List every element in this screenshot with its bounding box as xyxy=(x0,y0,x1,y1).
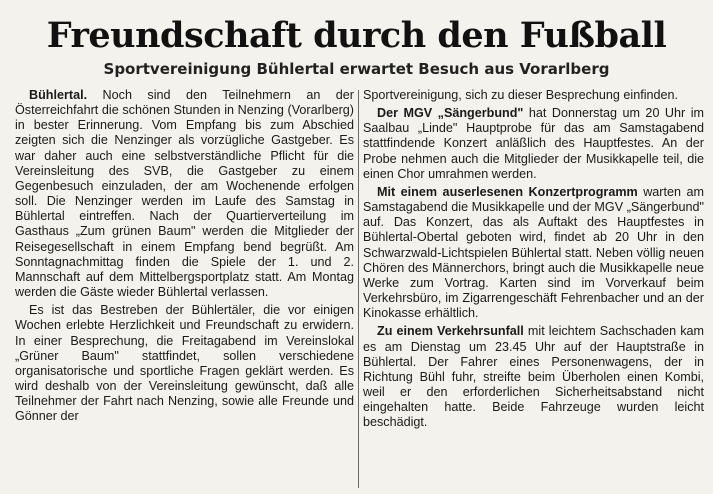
paragraph-lead: Mit einem auserlesenen Konzertprogramm xyxy=(377,184,638,199)
paragraph-meeting xyxy=(15,303,354,424)
paragraph-text: hat Donnerstag um 20 Uhr im Saalbau „Linde" Hauptprobe für das am Samstagabend stattfindende Konzert anläßlich des Hauptfestes. An der Probe nehmen auch die Mitglieder der Musikkapelle teil, die einen Chor umrahmen werden. xyxy=(363,106,704,181)
left-column xyxy=(15,88,354,424)
dateline: Bühlertal. xyxy=(29,88,88,102)
paragraph-text: warten am Samstagabend die Musikkapelle und der MGV „Sängerbund" auf. Das Konzert, das als Auftakt des Hauptfestes in Bühlertal-Obertal geboten wird, findet ab 20 Uhr in den Schwarzwald-Lichtspielen Bühlertal statt. Neben völlig neuen Chören des Männerchors, bringt auch die Musikkapelle neue Werke zum Vortrag. Karten sind im Vorverkauf beim Verkehrsbüro, im Zigarrengeschäft Fehrenbacher und an der Kinokasse erhältlich. xyxy=(363,184,704,321)
paragraph-lead: Zu einem Verkehrsunfall xyxy=(377,324,524,339)
paragraph-lead: Der MGV „Sängerbund" xyxy=(377,106,524,121)
subheadline: Sportvereinigung Bühlertal erwartet Besuch aus Vorarlberg xyxy=(103,60,610,78)
paragraph-concert xyxy=(363,185,704,321)
paragraph-choir-rehearsal xyxy=(363,106,704,182)
paragraph-text: mit leichtem Sachschaden kam es am Dienstag um 23.45 Uhr auf der Hauptstraße in Bühlertal. Der Fahrer eines Personenwagens, der in Richtung Bühl fuhr, streifte beim Überholen einen Kombi, weil er den erforderlichen Sicherheitsabstand nicht eingehalten hatte. Beide Fahrzeuge wurden leicht beschädigt. xyxy=(363,324,705,430)
paragraph-nenzing-visit xyxy=(15,88,354,300)
paragraph-traffic-accident xyxy=(363,324,704,430)
headline: Freundschaft durch den Fußball xyxy=(46,15,667,56)
right-column xyxy=(363,88,704,430)
paragraph-text: Noch sind den Teilnehmern an der Österreichfahrt die schönen Stunden in Nenzing (Vorarlberg) in bester Erinnerung. Vom Empfang bis zum Abschied zeigten sich die Nenzinger als vorzügliche Gastgeber. Es war daher auch eine selbstverständliche Pflicht für die Vereinsleitung des SVB, die Gastgeber zu einem Gegenbesuch einzuladen, der am Wochenende erfolgen soll. Die Nenzinger werden im Laufe des Samstag in Bühlertal eintreffen. Nach der Quartierverteilung im Gasthaus „Zum grünen Baum" werden die Mitglieder der Reisegesellschaft in einem Empfang bend begrüßt. Am Sonntagnachmittag finden die Spiele der 1. und 2. Mannschaft auf dem Mittelbergsportplatz statt. Am Montag werden die Gäste wieder Bühlertal verlassen. xyxy=(15,88,354,300)
column-divider xyxy=(358,90,359,488)
paragraph-continuation xyxy=(363,88,704,103)
paragraph-text: Es ist das Bestreben der Bühlertäler, die vor einigen Wochen erlebte Herzlichkeit und Freundschaft zu erwidern. In einer Besprechung, die Freitagabend im Vereinslokal „Grüner Baum" stattfindet, sollen verschiedene organisatorische und sportliche Fragen geklärt werden. Es wird deshalb von der Vereinsleitung gewünscht, daß alle Teilnehmer der Fahrt nach Nenzing, sowie alle Freunde und Gönner der xyxy=(15,303,354,424)
paragraph-text: Sportvereinigung, sich zu dieser Besprechung einfinden. xyxy=(363,88,679,102)
